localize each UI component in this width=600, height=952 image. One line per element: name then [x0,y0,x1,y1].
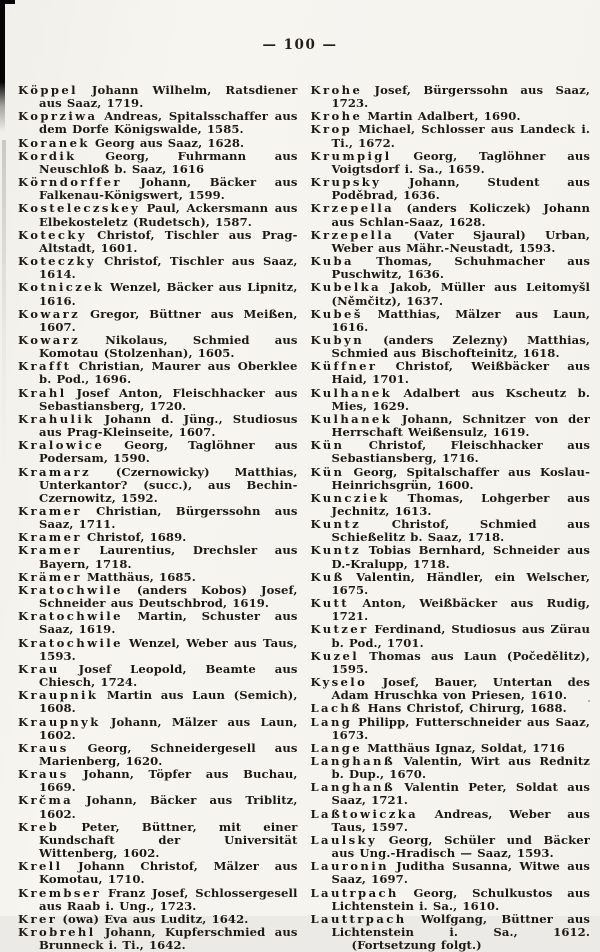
directory-entry [311,755,591,781]
directory-entry [18,689,298,715]
entry-text: Wolfgang, Büttner aus Lichtenstein i. Sa., 1612. [331,911,590,939]
entry-text: Georg, Taglöhner aus Podersam, 1590. [39,438,298,466]
entry-surname: Kutzer [310,622,369,637]
directory-entry [311,623,591,649]
entry-text: (anders Kobos) Josef, Schneider aus Deutschbrod, 1619. [39,582,298,611]
directory-entry [18,926,298,952]
directory-entry [311,860,591,886]
directory-entry [18,387,298,413]
directory-entry [311,597,591,623]
entry-text: Georg, Taglöhner aus Voigtsdorf i. Sa., 1659. [331,148,590,176]
entry-text: Matthias, Mälzer aus Laun, 1616. [331,306,590,334]
entry-text: Michael, Schlosser aus Landeck i. Ti., 1672. [331,122,590,150]
directory-entry [18,413,298,439]
directory-entry [18,308,298,334]
entry-surname: Krzepella [310,227,395,242]
directory-entry [311,716,591,742]
entry-surname: Kramer [18,504,82,518]
entry-text: Johann, Schnitzer von der Herrschaft Weißensulz, 1619. [331,411,590,440]
entry-surname: Krembser [18,885,102,900]
directory-entry [18,742,298,768]
directory-entry [18,887,298,913]
entry-text: Jakob, Müller aus Leitomyšl (Němčitz), 1637. [331,280,590,308]
entry-text: Josef, Bauer, Untertan des Adam Hruschka von Priesen, 1610. [331,675,590,703]
entry-text: Anton, Weißbäcker aus Rudig, 1721. [331,596,590,624]
entry-text: Martin aus Laun (Semich), 1608. [39,688,298,716]
directory-entry [311,518,591,544]
directory-entry [311,413,591,439]
entry-surname: Krahl [18,385,67,400]
directory-entry [311,544,591,570]
entry-text: Christof, Tischler aus Prag-Altstadt, 1601. [39,227,298,255]
entry-text: Johann, Bäcker aus Triblitz, 1602. [39,793,298,821]
entry-text: Juditha Susanna, Witwe aus Saaz, 1697. [331,859,590,887]
entry-surname: Körndorffer [18,175,122,190]
entry-surname: Krämer [18,569,82,584]
entry-surname: Krafft [18,359,72,374]
entry-text: Georg aus Saaz, 1628. [89,135,245,150]
entry-surname: Kowarz [18,306,81,321]
entry-text: Johann, Töpfer aus Buchau, 1669. [39,767,298,795]
entry-text: Christian, Maurer aus Oberklee b. Pod., 1696. [39,359,298,387]
directory-entry [18,610,298,636]
entry-text: (Czernowicky) Matthias, Unterkantor? (succ.), aus Bechin-Czernowitz, 1592. [39,464,298,505]
entry-surname: Kuba [310,254,354,269]
entry-text: Ferdinand, Studiosus aus Zürau b. Pod., 1701. [331,622,590,650]
entry-surname: Kratochwile [18,609,123,624]
entry-surname: Langhanß [310,753,396,768]
entry-text: Philipp, Futterschneider aus Saaz, 1673. [331,714,590,742]
entry-surname: Kordik [18,148,77,163]
directory-entry [311,387,591,413]
entry-text: Matthäus Ignaz, Soldat, 1716 [362,740,565,755]
entry-surname: Kubelka [310,280,381,295]
entry-text: Andreas, Weber aus Taus, 1597. [331,806,590,834]
entry-surname: Krahulik [18,411,95,426]
directory-entry [18,334,298,360]
directory-entry [18,466,298,505]
entry-text: (anders Zelezny) Matthias, Schmied aus Bischofteinitz, 1618. [331,332,590,361]
directory-entry [18,716,298,742]
directory-entry [311,808,591,834]
entry-text: Christof, Fleischhacker aus Sebastiansberg, 1716. [331,438,590,466]
entry-surname: Koteczky [18,254,96,269]
entry-text: Christof, Weißbäcker aus Haid, 1701. [331,359,590,387]
entry-surname: Lauttrpach [310,911,407,926]
directory-entry [311,887,591,913]
directory-entry [311,84,591,110]
entry-text: Josef, Bürgerssohn aus Saaz, 1723. [331,83,590,111]
entry-text: Valentin, Händler, ein Welscher, 1675. [331,569,590,597]
entry-text: (owa) Eva aus Luditz, 1642. [57,911,249,926]
entry-text: Johann, Mälzer aus Laun, 1602. [39,714,298,742]
entry-surname: Köppel [18,83,78,97]
right-column [311,84,591,952]
directory-entry [311,255,591,281]
directory-entry [18,860,298,886]
entry-surname: Krčma [18,793,74,808]
entry-surname: Kratochwile [18,635,123,650]
entry-text: Gregor, Büttner aus Meißen, 1607. [39,306,298,334]
entry-text: Franz Josef, Schlossergesell aus Raab i. Ung., 1723. [39,885,298,913]
entry-text: (Vater Sjaural) Urban, Weber aus Mähr.-Neustadt, 1593. [331,227,590,255]
entry-surname: Kuzel [310,648,360,663]
directory-entry [18,176,298,202]
page-number: — 100 — [262,37,338,53]
entry-text: Christof, 1689. [81,530,187,545]
directory-entry [18,663,298,689]
entry-surname: Kramer [18,530,82,545]
entry-text: Johann, Kupferschmied aus Brunneck i. Ti., 1642. [39,925,298,952]
entry-text: Martin, Schuster aus Saaz, 1619. [39,609,298,637]
entry-surname: Kulhanek [310,411,393,426]
entry-surname: Krer [18,911,58,926]
directory-entry [18,794,298,820]
directory-entry [18,637,298,663]
entry-text: Nikolaus, Schmied aus Komotau (Stolzenhan), 1605. [39,332,298,361]
directory-entry [311,229,591,255]
directory-entry [18,229,298,255]
entry-text: Valentin Peter, Soldat aus Saaz, 1721. [331,780,590,808]
entry-surname: Krau [18,661,60,676]
directory-entry [311,202,591,228]
directory-entry [311,360,591,386]
entry-text: (anders Koliczek) Johann aus Schlan-Saaz, 1628. [331,201,590,229]
left-column [18,84,298,952]
entry-surname: Koprziwa [18,109,98,124]
directory-entry [311,176,591,202]
entry-text: Johann d. Jüng., Studiosus aus Prag-Kleinseite, 1607. [39,411,298,440]
entry-text: Valentin, Wirt aus Rednitz b. Dup., 1670. [331,753,590,782]
entry-surname: Kubeš [310,306,363,321]
directory-entry [18,768,298,794]
directory-entry [311,281,591,307]
directory-entry [311,123,591,149]
directory-entry [18,84,298,110]
entry-surname: Kubyn [310,332,365,347]
entry-surname: Kutt [310,596,350,611]
entry-surname: Lautrpach [310,885,399,900]
directory-entry [18,505,298,531]
entry-surname: Lachß [310,701,363,716]
directory-entry [311,439,591,465]
entry-surname: Kuß [310,569,345,584]
entry-text: Thomas, Schuhmacher aus Puschwitz, 1636. [331,254,590,282]
entry-surname: Kramer [18,543,82,558]
directory-entry [311,781,591,807]
entry-surname: Koranek [18,135,90,150]
entry-text: Tobias Bernhard, Schneider aus D.-Kralupp, 1718. [331,543,590,571]
entry-surname: Krumpigl [310,148,392,163]
entry-surname: Kreb [18,819,60,834]
entry-surname: Langhanß [310,780,396,795]
entry-text: Johann, Bäcker aus Falkenau-Königswert, 1599. [39,175,298,203]
entry-surname: Laßtowiczka [310,806,419,821]
entry-text: Georg, Schneidergesell aus Marienberg, 1620. [39,740,298,768]
entry-surname: Kün [310,438,345,453]
directory-entry [311,676,591,702]
entry-surname: Krzepella [310,201,395,216]
entry-text: Georg, Schulkustos aus Lichtenstein i. Sa., 1610. [331,885,590,913]
entry-surname: Kramarz [18,464,91,479]
entry-surname: Lauronin [310,859,389,874]
entry-surname: Kralowice [18,438,105,453]
entry-surname: Kraus [18,740,69,755]
entry-surname: Kraupnyk [18,714,101,729]
directory-entry [311,334,591,360]
directory-entry [18,360,298,386]
entry-surname: Kratochwile [18,582,123,597]
entry-surname: Kraupnik [18,688,99,703]
entry-text: Christian, Bürgerssohn aus Saaz, 1711. [39,504,298,532]
text-columns [18,84,590,952]
directory-entry [311,650,591,676]
entry-surname: Kosteleczskey [18,201,141,216]
entry-text: Georg, Schüler und Bäcker aus Ung.-Hradisch — Saaz, 1593. [331,832,590,861]
entry-surname: Krupsky [310,175,382,190]
directory-entry [18,544,298,570]
entry-text: Josef Anton, Fleischhacker aus Sebastiansberg, 1720. [39,385,298,413]
entry-text: Hans Christof, Chirurg, 1688. [362,701,567,716]
scan-smudge [2,140,6,470]
directory-entry [311,466,591,492]
directory-entry [18,439,298,465]
entry-surname: Laulsky [310,832,378,847]
directory-entry [18,150,298,176]
entry-surname: Krell [18,859,63,874]
directory-entry [18,255,298,281]
entry-text: Johann Wilhelm, Ratsdiener aus Saaz, 1719. [39,83,298,111]
entry-surname: Kyselo [310,675,368,690]
entry-surname: Kraus [18,767,69,782]
directory-entry [18,110,298,136]
entry-text: Matthäus, 1685. [81,569,196,584]
entry-surname: Kotecky [18,227,87,242]
entry-surname: Krohe [310,83,363,97]
entry-text: Johann, Student aus Poděbrad, 1636. [331,175,590,203]
directory-entry [18,584,298,610]
entry-text: Peter, Büttner, mit einer Kundschaft der Universität Wittenberg, 1602. [39,819,298,861]
entry-text: Wenzel, Bäcker aus Lipnitz, 1616. [39,280,298,308]
entry-surname: Kuncziek [310,490,390,505]
directory-entry [311,834,591,860]
directory-entry [311,308,591,334]
entry-text: Thomas aus Laun (Počedělitz), 1595. [331,648,590,676]
directory-entry [18,202,298,228]
entry-surname: Kulhanek [310,385,393,400]
entry-surname: Krobrehl [18,925,96,939]
continuation-note: (Fortsetzung folgt.) [351,938,482,952]
entry-text: Christof, Schmied aus Schießelitz b. Saaz, 1718. [331,517,590,545]
directory-entry [18,821,298,860]
directory-entry [311,913,591,952]
entry-text: Andreas, Spitalsschaffer aus dem Dorfe Königswalde, 1585. [39,109,298,137]
entry-surname: Krohe [310,109,363,124]
entry-text: Paul, Ackersmann aus Elbekosteletz (Rudetsch), 1587. [39,201,298,229]
directory-entry [18,281,298,307]
entry-text: Wenzel, Weber aus Taus, 1593. [39,635,298,663]
entry-text: Georg, Spitalschaffer aus Koslau-Heinrichsgrün, 1600. [331,464,590,492]
directory-entry [311,492,591,518]
scan-edge-shadow [0,0,5,132]
entry-surname: Küffner [310,359,378,374]
entry-surname: Kuntz [310,543,362,558]
entry-surname: Kuntz [310,517,362,532]
entry-text: Adalbert aus Kscheutz b. Mies, 1629. [331,385,590,413]
entry-text: Thomas, Lohgerber aus Jechnitz, 1613. [331,490,590,518]
directory-entry [311,150,591,176]
entry-surname: Lang [310,714,353,729]
entry-surname: Kotniczek [18,280,105,295]
entry-text: Josef Leopold, Beamte aus Chiesch, 1724. [39,661,298,690]
entry-surname: Kowarz [18,332,81,347]
directory-entry [311,571,591,597]
entry-surname: Kün [310,464,345,479]
entry-text: Georg, Fuhrmann aus Neuschloß b. Saaz, 1616 [39,148,298,176]
entry-surname: Lange [310,740,363,755]
entry-surname: Krop [310,122,353,137]
entry-text: Christof, Tischler aus Saaz, 1614. [39,254,298,282]
entry-text: Johann Christof, Mälzer aus Komotau, 1710. [39,859,298,887]
entry-text: Laurentius, Drechsler aus Bayern, 1718. [39,543,298,571]
entry-text: Martin Adalbert, 1690. [362,109,521,124]
